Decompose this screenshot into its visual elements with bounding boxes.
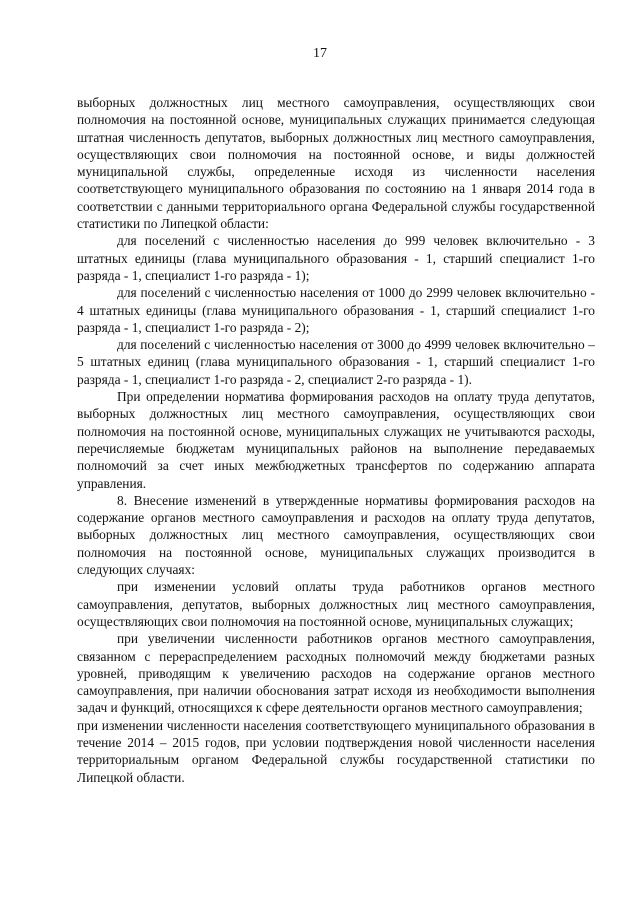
paragraph-1000-2999: для поселений с численностью населения от 1000 до 2999 человек включительно - 4 штатных единицы (глава муниципального образования - 1, старший специалист 1-го разряда - 1, специалист 1-го разряда - 2); [77,285,595,335]
paragraph-case-staff-increase: при увеличении численности работников органов местного самоуправления, связанном с перераспределением расходных полномочий между бюджетами разных уровней, приводящим к увеличению расходов на содержание органов местного самоуправления, при наличии обоснования затрат исходя из необходимости выполнения задач и функций, относящихся к сфере деятельности органов местного самоуправления; [77,631,595,716]
paragraph-up-to-999: для поселений с численностью населения до 999 человек включительно - 3 штатных единицы (глава муниципального образования - 1, старший специалист 1-го разряда - 1, специалист 1-го разряда - 1); [77,233,595,283]
paragraph-intro: выборных должностных лиц местного самоуправления, осуществляющих свои полномочия на постоянной основе, муниципальных служащих принимается следующая штатная численность депутатов, выборных должностных лиц местного самоуправления, осуществляющих свои полномочия на постоянной основе, и виды должностей муниципальной службы, определенные исходя из численности населения соответствующего муниципального образования по состоянию на 1 января 2014 года в соответствии с данными территориального органа Федеральной службы государственной статистики по Липецкой области: [77,95,595,232]
paragraph-3000-4999: для поселений с численностью населения от 3000 до 4999 человек включительно – 5 штатных единиц (глава муниципального образования - 1, старший специалист 1-го разряда - 1, специалист 1-го разряда - 2, специалист 2-го разряда - 1). [77,337,595,387]
paragraph-norm-determination: При определении норматива формирования расходов на оплату труда депутатов, выборных должностных лиц местного самоуправления, осуществляющих свои полномочия на постоянной основе, муниципальных служащих не учитываются расходы, перечисляемые бюджетам муниципальных районов на выполнение передаваемых полномочий за счет иных межбюджетных трансфертов по содержанию аппарата управления. [77,389,595,491]
document-body [77,94,595,786]
paragraph-case-pay-conditions: при изменении условий оплаты труда работников органов местного самоуправления, депутатов, выборных должностных лиц местного самоуправления, осуществляющих свои полномочия на постоянной основе, муниципальных служащих; [77,579,595,629]
paragraph-case-population-change: при изменении численности населения соответствующего муниципального образования в течение 2014 – 2015 годов, при условии подтверждения новой численности населения территориальным органом Федеральной службы государственной статистики по Липецкой области. [77,717,595,785]
page-number: 17 [313,46,327,61]
paragraph-item-8: 8. Внесение изменений в утвержденные нормативы формирования расходов на содержание органов местного самоуправления и расходов на оплату труда депутатов, выборных должностных лиц местного самоуправления, осуществляющих свои полномочия на постоянной основе, муниципальных служащих производится в следующих случаях: [77,492,595,578]
